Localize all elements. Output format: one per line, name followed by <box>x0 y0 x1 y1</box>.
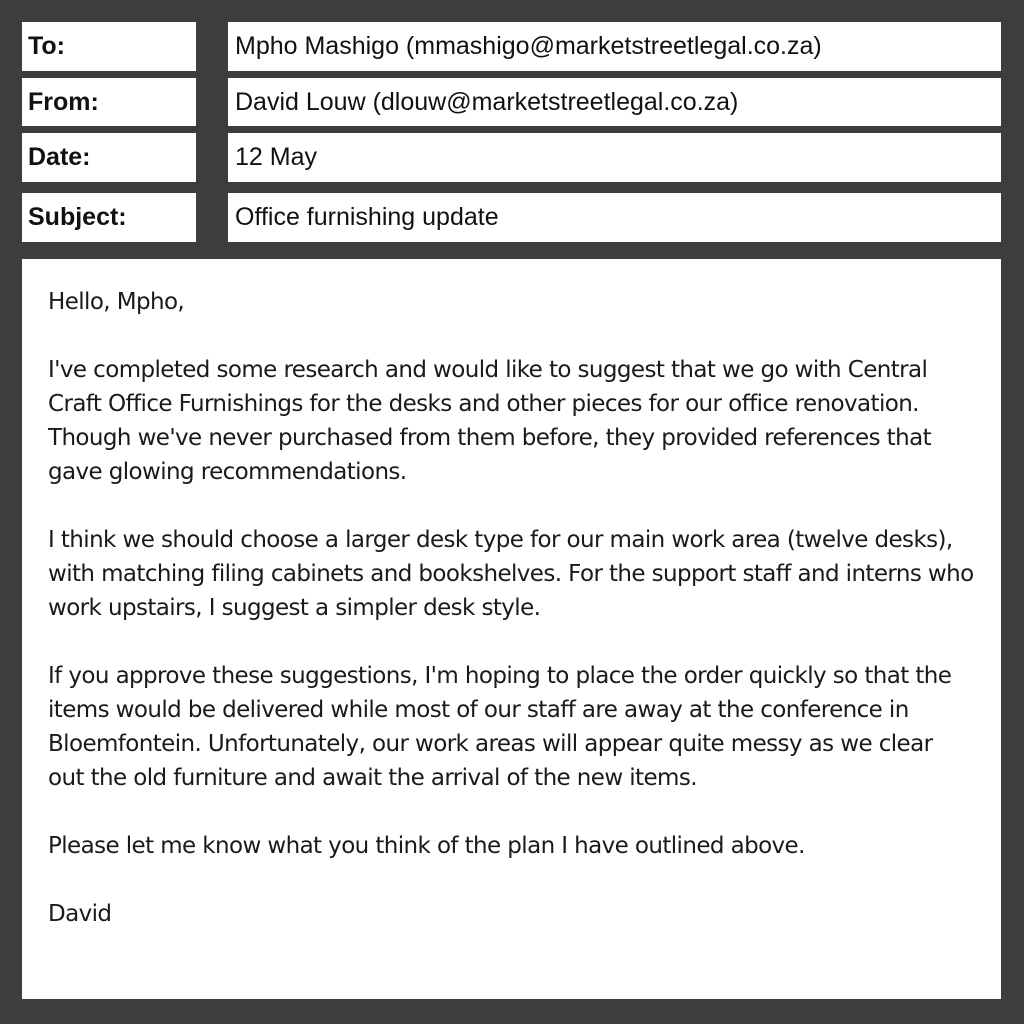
from-label: From: <box>22 78 196 126</box>
to-label: To: <box>22 22 196 71</box>
greeting: Hello, Mpho, <box>48 289 185 315</box>
from-field: David Louw (dlouw@marketstreetlegal.co.za) <box>228 78 1001 126</box>
body-paragraph: I think we should choose a larger desk type for our main work area (twelve desks), with matching filing cabinets and bookshelves. For the support staff and interns who work upstairs, I suggest a simpler desk style. <box>48 527 974 621</box>
subject-label: Subject: <box>22 193 196 242</box>
date-label: Date: <box>22 133 196 182</box>
subject-field: Office furnishing update <box>228 193 1001 242</box>
body-paragraph: I've completed some research and would like to suggest that we go with Central Craft Office Furnishings for the desks and other pieces for our office renovation. Though we've never purchased from them before, they provided references that gave glowing recommendations. <box>48 357 931 485</box>
email-body <box>22 259 1001 999</box>
body-paragraph: If you approve these suggestions, I'm hoping to place the order quickly so that the items would be delivered while most of our staff are away at the conference in Bloemfontein. Unfortunately, our work areas will appear quite messy as we clear out the old furniture and await the arrival of the new items. <box>48 663 952 791</box>
signature: David <box>48 901 112 927</box>
body-paragraph: Please let me know what you think of the plan I have outlined above. <box>48 833 805 859</box>
date-field: 12 May <box>228 133 1001 182</box>
to-field: Mpho Mashigo (mmashigo@marketstreetlegal.co.za) <box>228 22 1001 71</box>
